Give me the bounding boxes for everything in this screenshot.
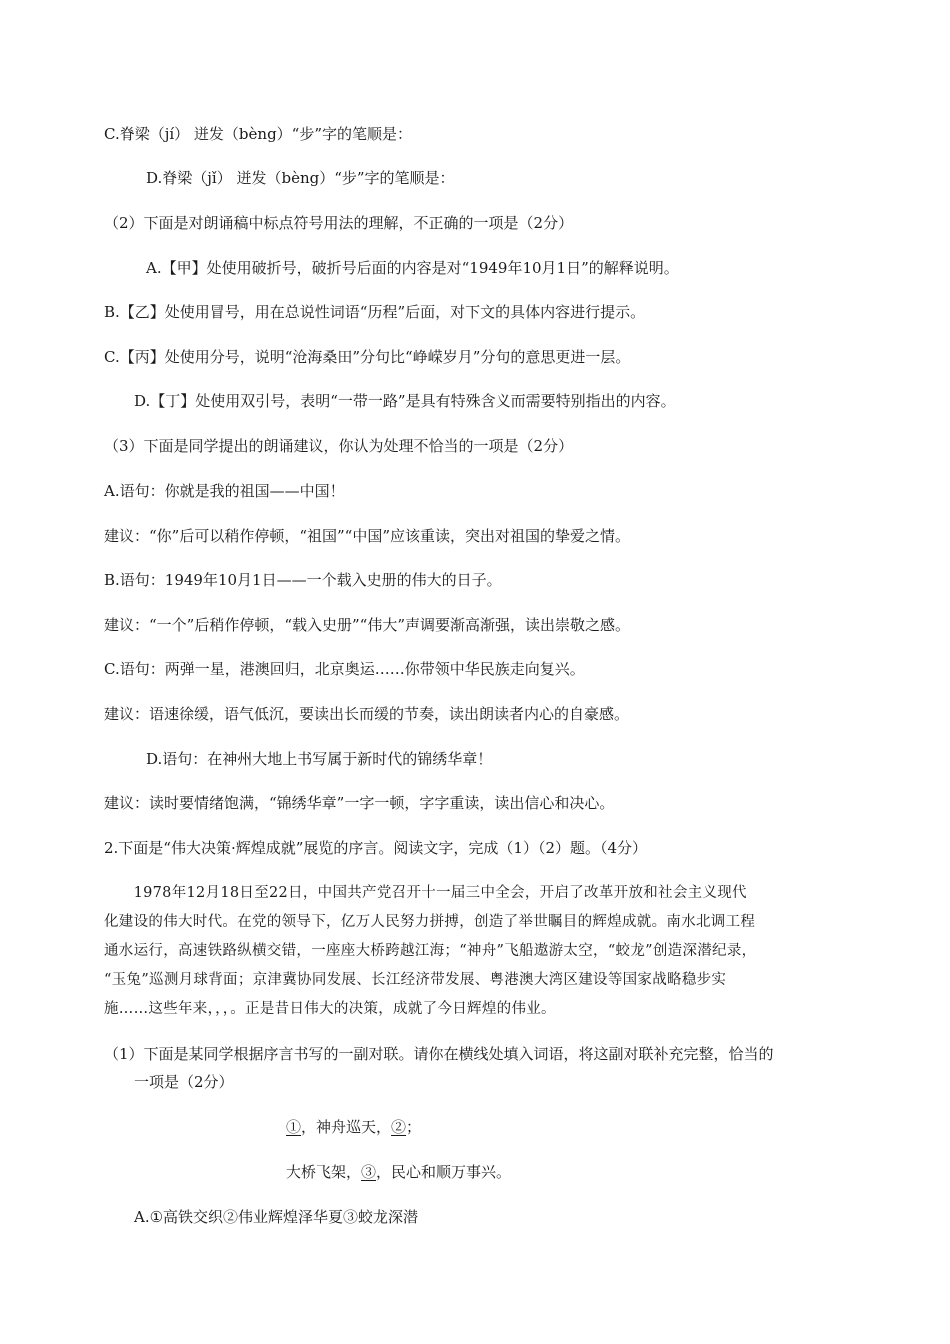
passage-line: “玉兔”巡测月球背面；京津冀协同发展、长江经济带发展、粤港澳大湾区建设等国家战略稳步实 bbox=[104, 972, 727, 988]
q2-option-a: A.【甲】处使用破折号，破折号后面的内容是对“1949年10月1日”的解释说明。 bbox=[146, 259, 679, 277]
q2-option-d: D.【丁】处使用双引号，表明“一带一路”是具有特殊含义而需要特别指出的内容。 bbox=[134, 392, 676, 410]
couplet-blank-3: ③ bbox=[361, 1163, 377, 1181]
couplet-text: 大桥飞架， bbox=[286, 1163, 362, 1181]
q2-option-b: B.【乙】处使用冒号，用在总说性词语“历程”后面，对下文的具体内容进行提示。 bbox=[104, 303, 646, 321]
preface-passage bbox=[104, 879, 864, 1024]
passage-line: 通水运行，高速铁路纵横交错，一座座大桥跨越江海；“神舟”飞船遨游太空，“蛟龙”创造深潜纪录， bbox=[104, 943, 757, 959]
couplet-text: ； bbox=[406, 1118, 422, 1136]
sub1-option-a: A.①高铁交织②伟业辉煌泽华夏③蛟龙深潜 bbox=[134, 1208, 419, 1226]
couplet-text: ，神舟巡天， bbox=[301, 1118, 392, 1136]
couplet-blank-1: ① bbox=[286, 1118, 302, 1136]
passage-line: 1978年12月18日至22日，中国共产党召开十一届三中全会，开启了改革开放和社会主义现代 bbox=[104, 885, 747, 901]
q1-option-d: D.脊梁（jǐ） 迸发（bèng）“步”字的笔顺是： bbox=[146, 169, 455, 187]
q3-a-sentence: A.语句：你就是我的祖国——中国！ bbox=[104, 482, 345, 500]
sub1-stem-line2: 一项是（2分） bbox=[134, 1073, 234, 1091]
couplet-blank-2: ② bbox=[391, 1118, 407, 1136]
q2-option-c: C.【丙】处使用分号，说明“沧海桑田”分句比“峥嵘岁月”分句的意思更进一层。 bbox=[104, 348, 631, 366]
q3-stem: （3）下面是同学提出的朗诵建议，你认为处理不恰当的一项是（2分） bbox=[104, 437, 574, 455]
q3-a-advice: 建议：“你”后可以稍作停顿，“祖国”“中国”应该重读，突出对祖国的挚爱之情。 bbox=[104, 527, 631, 545]
passage-line: 化建设的伟大时代。在党的领导下，亿万人民努力拼搏，创造了举世瞩目的辉煌成就。南水北调工程 bbox=[104, 914, 756, 930]
couplet-upper bbox=[286, 1117, 421, 1137]
q3-c-sentence: C.语句：两弹一星，港澳回归，北京奥运……你带领中华民族走向复兴。 bbox=[104, 660, 585, 678]
q3-b-sentence: B.语句：1949年10月1日——一个载入史册的伟大的日子。 bbox=[104, 571, 502, 589]
sub1-stem-line1: （1）下面是某同学根据序言书写的一副对联。请你在横线处填入词语，将这副对联补充完整，恰当的 bbox=[104, 1045, 774, 1063]
q4-heading: 2.下面是“伟大决策·辉煌成就”展览的序言。阅读文字，完成（1）（2）题。（4分） bbox=[104, 839, 648, 857]
q3-c-advice: 建议：语速徐缓，语气低沉，要读出长而缓的节奏，读出朗读者内心的自豪感。 bbox=[104, 705, 630, 723]
couplet-lower bbox=[286, 1162, 511, 1182]
q2-stem: （2）下面是对朗诵稿中标点符号用法的理解，不正确的一项是（2分） bbox=[104, 214, 574, 232]
q3-d-advice: 建议：读时要情绪饱满，“锦绣华章”一字一顿，字字重读，读出信心和决心。 bbox=[104, 794, 615, 812]
q3-d-sentence: D.语句：在神州大地上书写属于新时代的锦绣华章！ bbox=[146, 750, 493, 768]
passage-line: 施……这些年来，，，。正是昔日伟大的决策，成就了今日辉煌的伟业。 bbox=[104, 1001, 556, 1017]
q3-b-advice: 建议：“一个”后稍作停顿，“载入史册”“伟大”声调要渐高渐强，读出崇敬之感。 bbox=[104, 616, 631, 634]
q1-option-c: C.脊梁（jí） 迸发（bèng）“步”字的笔顺是： bbox=[104, 125, 413, 143]
couplet-text: ，民心和顺万事兴。 bbox=[376, 1163, 512, 1181]
